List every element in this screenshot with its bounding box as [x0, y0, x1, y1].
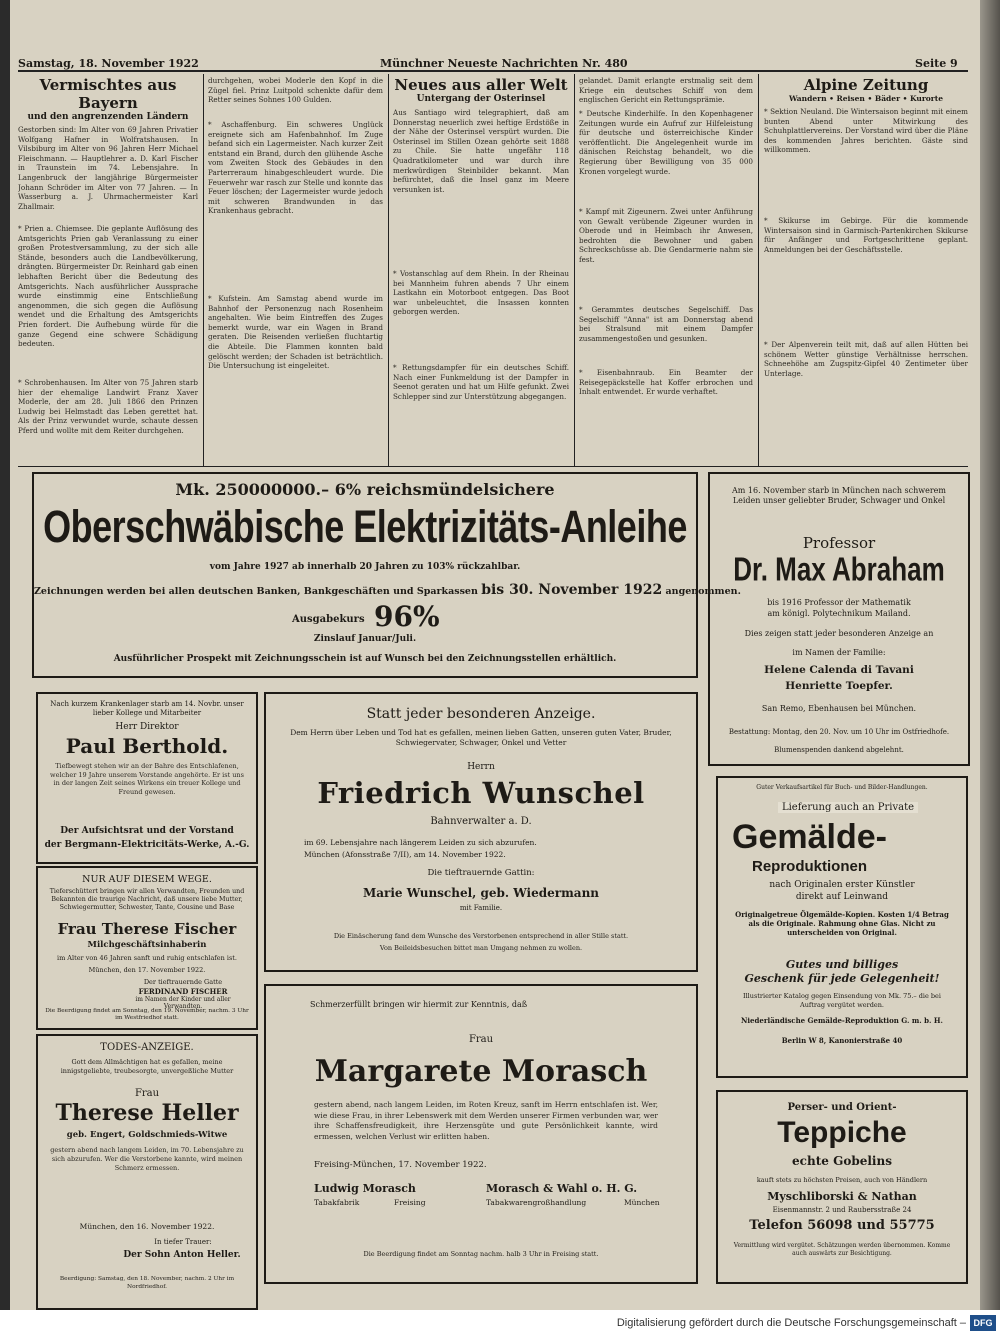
ad-teppiche — [716, 1090, 968, 1284]
ad-gemaelde-line: nach Originalen erster Künstler — [769, 880, 915, 890]
column-rule — [203, 74, 204, 466]
ad-gemaelde-company: Niederländische Gemälde-Reproduktion G. m. b. H. — [740, 1016, 943, 1025]
ad-berthold-sign: der Bergmann-Elektricitäts-Werke, A.-G. — [44, 840, 250, 850]
ad-heller-body: gestern abend nach langem Leiden, im 70. Lebensjahre zu sich abzurufen. Wer die Verstorbene kannte, wird meinen Schmerz ermessen. — [50, 1146, 244, 1172]
ad-morasch-signer-sub: Tabakfabrik — [314, 1198, 360, 1207]
ad-anleihe — [32, 472, 741, 678]
ad-berthold — [36, 692, 258, 864]
article-paragraph: Gestorben sind: Im Alter von 69 Jahren Privatier Wolfgang Hafner in Wolfratshausen. In Vilsbiburg im Alter von 96 Jahren Herr Michael Fleischmann. — Hauptlehrer a. D. Karl Fischer in Traunstein im 74. Lebensjahre. In Langenbruck der langjährige Bürgermeister Johann Schröder im Alter von 77 Jahren. — In Wasserburg a. J. Uhrmachermeister Karl Zhallmair. — [18, 125, 198, 211]
ad-gemaelde — [716, 776, 968, 1078]
ad-anleihe-kurs-label: Ausgabekurs — [292, 614, 365, 625]
ad-fischer-sign: Der tieftrauernde Gatte — [143, 978, 223, 986]
ad-fischer-date: München, den 17. November 1922. — [88, 966, 206, 974]
ad-anleihe-title: Oberschwäbische Elektrizitäts-Anleihe — [43, 500, 687, 552]
column-rule — [388, 74, 389, 466]
article-paragraph: * Rettungsdampfer für ein deutsches Schiff. Nach einer Funkmeldung ist der Dampfer in Seenot geraten und hat um Hilfe gefunkt. Zwei Schlepper sind zur Unterstützung abgegangen. — [393, 363, 569, 401]
article-column-2 — [208, 76, 383, 459]
ad-abraham-title: Professor — [802, 534, 876, 552]
article-paragraph: * Kampf mit Zigeunern. Zwei unter Anführung von Gewalt verübende Zigeuner wurden in Oberode und in Heimbach ihr Anwesen, bedrohten die Bewohner und gaben Schreckschüsse ab. Die Gendarmerie nahm sie fest. — [579, 207, 753, 264]
ad-wunschel — [264, 692, 698, 972]
ad-gemaelde-slogan: Geschenk für jede Gelegenheit! — [744, 972, 940, 985]
ad-teppiche-firm: Myschliborski & Nathan — [767, 1190, 917, 1203]
article-paragraph: gelandet. Damit erlangte erstmalig seit dem Kriege ein deutsches Schiff von dem englischen Gericht ein Rettungsprämie. — [579, 76, 753, 105]
ad-heller-name: Therese Heller — [55, 1100, 239, 1126]
ad-abraham-flowers: Blumenspenden dankend abgelehnt. — [774, 746, 904, 754]
section-title: Vermischtes aus Bayern — [39, 76, 177, 112]
article-alpine — [764, 76, 968, 475]
ad-fischer-signer: FERDINAND FISCHER — [138, 987, 228, 996]
ad-gemaelde-slogan: Gutes und billiges — [785, 958, 899, 971]
header-rule — [18, 70, 968, 72]
article-welt — [393, 76, 569, 468]
ad-berthold-name: Paul Berthold. — [65, 734, 229, 758]
article-paragraph: * Kufstein. Am Samstag abend wurde im Bahnhof der Personenzug nach Rosenheim angehalten. Wie beim Eintreffen des Zuges bemerkt wurde, war ein Wagen in Brand geraten. Die Reisenden verließen fluchtartig die Abteile. Die Flammen konnten bald gelöscht werden; der Schaden ist beträchtlich. Die Untersuchung ist eingeleitet. — [208, 294, 383, 371]
ad-wunschel-footnote: Von Beileidsbesuchen bittet man Umgang nehmen zu wollen. — [379, 944, 583, 952]
ad-anleihe-amount: Mk. 250000000.– 6% reichsmündelsichere — [175, 480, 555, 499]
column-rule — [574, 74, 575, 466]
ad-abraham-intro: Am 16. November starb in München nach schwerem Leiden unser geliebter Bruder, Schwager und Onkel — [731, 486, 946, 505]
section-title: Neues aus aller Welt — [394, 76, 568, 94]
article-paragraph: * Sektion Neuland. Die Wintersaison beginnt mit einem bunten Abend unter Mitwirkung des Schuhplattlervereins. Der Vorstand wird über die Pläne des kommenden Jahres berichten. Gäste sind willkommen. — [764, 107, 968, 155]
page-edge — [980, 0, 1000, 1310]
ad-teppiche-address: Eisenmannstr. 2 und Raubersstraße 24 — [772, 1206, 912, 1214]
ad-gemaelde-desc: Originalgetreue Ölgemälde-Kopien. Kosten 1/4 Betrag als die Originale. Rahmung ohne Glas. Nicht zu unterscheiden von Original. — [735, 910, 949, 937]
ad-abraham-name: Dr. Max Abraham — [733, 549, 945, 589]
ad-fischer-burial: Die Beerdigung findet am Sonntag, den 19. November, nachm. 3 Uhr im Westfriedhof statt. — [45, 1008, 249, 1021]
ad-abraham-burial: Bestattung: Montag, den 20. Nov. um 10 Uhr im Ostfriedhofe. — [728, 728, 950, 736]
ad-teppiche-top: Perser- und Orient- — [787, 1102, 897, 1113]
ad-heller-sub: geb. Engert, Goldschmieds-Witwe — [66, 1130, 228, 1140]
ad-wunschel-head: Statt jeder besonderen Anzeige. — [366, 706, 596, 722]
ad-berthold-title: Herr Direktor — [115, 722, 179, 732]
section-rule — [18, 466, 968, 467]
ad-anleihe-subscription-end: angenommen. — [665, 586, 741, 597]
section-subtitle: Untergang der Osterinsel — [416, 94, 546, 104]
ad-heller-head: TODES-ANZEIGE. — [100, 1042, 194, 1053]
ad-heller-intro: Gott dem Allmächtigen hat es gefallen, meine innigstgeliebte, treubesorgte, unvergeßliche Mutter — [60, 1058, 234, 1075]
ad-abraham-family: Helene Calenda di Tavani — [764, 664, 914, 676]
ad-fischer-intro: Tieferschüttert bringen wir allen Verwandten, Freunden und Bekannten die traurige Nachricht, daß unsere liebe Mutter, Schwiegermutter, Schwester, Tante, Cousine und Base — [49, 888, 245, 911]
ad-berthold-body: Tiefbewegt stehen wir an der Bahre des Entschlafenen, welcher 19 Jahre unserem Vorstande angehörte. Er ist uns in der langen Zeit seines Wirkens ein treuer Kollege und Freund gewesen. — [50, 762, 244, 796]
article-paragraph: * Vostanschlag auf dem Rhein. In der Rheinau bei Mannheim fuhren abends 7 Uhr einem Lastkahn ein Motorboot entgegen. Das Boot war unbeleuchtet, die Insassen konnten geborgen werden. — [393, 269, 569, 317]
ad-abraham-line: am königl. Polytechnikum Mailand. — [767, 609, 911, 618]
article-paragraph: * Schrobenhausen. Im Alter von 75 Jahren starb hier der ehemalige Landwirt Franz Xaver Moderle, der am 28. Juli 1866 den Prinzen Ludwig bei Helmstadt das Leben gerettet hat. Als der Prinz verwundet wurde, schaute dessen Pferd und wollte mit dem Reiter durchgehen. — [18, 378, 198, 435]
ad-fischer-sign2: im Namen der Kinder und aller Verwandten. — [135, 996, 231, 1010]
header-date: Samstag, 18. November 1922 — [18, 57, 199, 70]
ad-heller-sign: In tiefer Trauer: — [154, 1238, 212, 1246]
ad-morasch-body: gestern abend, nach langem Leiden, im Roten Kreuz, sanft im Herrn entschlafen ist. Wer, wie diese Frau, in ihrer Lebenswerk mit dem Werden unserer Firmen verbunden war, wer ihre Schaffensfreudigkeit, ihre Herzensgüte und gute Persönlichkeit kannte, wird ermessen, welchen Verlust wir erlitten haben. — [314, 1100, 658, 1141]
footer-text: Digitalisierung gefördert durch die Deutsche Forschungsgemeinschaft – — [616, 1317, 966, 1329]
ad-morasch-signer-place: Freising — [394, 1198, 426, 1207]
ad-fischer-name: Frau Therese Fischer — [57, 920, 237, 938]
article-paragraph: * Skikurse im Gebirge. Für die kommende Wintersaison sind in Garmisch-Partenkirchen Skikurse für Anfänger und Fortgeschrittene geplant. Anmeldungen bei der Geschäftsstelle. — [764, 216, 968, 254]
ad-wunschel-line: München (Afonsstraße 7/II), am 14. November 1922. — [304, 850, 506, 859]
article-paragraph: * Der Alpenverein teilt mit, daß auf allen Hütten bei schönem Wetter günstige Verhältnisse herrschen. Schneehöhe am Zugspitz-Gipfel 40 Zentimeter über Unterlage. — [764, 340, 968, 378]
ad-morasch-signer: Ludwig Morasch — [314, 1182, 416, 1195]
ad-morasch-intro: Schmerzerfüllt bringen wir hiermit zur Kenntnis, daß — [310, 1000, 528, 1009]
newspaper-page — [10, 0, 980, 1310]
ad-morasch-date: Freising-München, 17. November 1922. — [314, 1160, 487, 1170]
ad-berthold-sign: Der Aufsichtsrat und der Vorstand — [60, 826, 234, 836]
ad-gemaelde-banner: Lieferung auch an Private — [778, 802, 918, 813]
ad-heller-signer: Der Sohn Anton Heller. — [123, 1250, 241, 1260]
ad-fischer-sub: Milchgeschäftsinhaberin — [87, 940, 207, 950]
ad-morasch-burial: Die Beerdigung findet am Sonntag nachm. halb 3 Uhr in Freising statt. — [363, 1250, 599, 1258]
article-paragraph: * Prien a. Chiemsee. Die geplante Auflösung des Amtsgerichts Prien gab Veranlassung zu einer großen Protestversammlung, zu der sich alle Stände, besonders auch die Landbevölkerung, drängten. Bürgermeister Dr. Reinhard gab einen lebhaften Bericht über die Bedeutung des Amtsgerichts. Nach ausführlicher Aussprache wurde einstimmig eine Entschließung angenommen, die sich gegen die Auflösung wendet und die Erhaltung des Amtsgerichts Prien fordert. Die Aufhebung würde für die ganze Gegend eine schwere Schädigung bedeuten. — [18, 224, 198, 349]
ad-fischer-age: im Alter von 46 Jahren sanft und ruhig entschlafen ist. — [57, 954, 237, 962]
column-rule — [758, 74, 759, 466]
ad-anleihe-prospekt: Ausführlicher Prospekt mit Zeichnungsschein ist auf Wunsch bei den Zeichnungsstellen erhältlich. — [113, 654, 617, 664]
ad-gemaelde-catalog: Illustrierter Katalog gegen Einsendung von Mk. 75.– die bei Auftrag vergütet werden. — [743, 992, 941, 1009]
ad-wunschel-herrn: Herrn — [467, 762, 495, 772]
ad-morasch — [264, 984, 698, 1284]
ad-morasch-signer-sub: Tabakwarengroßhandlung — [486, 1198, 587, 1207]
ad-anleihe-zins: Zinslauf Januar/Juli. — [313, 634, 417, 644]
ad-fischer — [36, 866, 258, 1030]
ad-teppiche-note: Vermittlung wird vergütet. Schätzungen werden übernommen. Komme auch auswärts zur Besichtigung. — [733, 1242, 951, 1257]
article-paragraph: * Deutsche Kinderhilfe. In den Kopenhagener Zeitungen wurde ein Aufruf zur Hilfeleistung für deutsche und österreichische Kinder veröffentlicht. Die Angelegenheit wurde im dänischen Reichstag behandelt, wo die Regierung über Bewilligung von 35 000 Kronen vorgelegt wurde. — [579, 109, 753, 176]
article-paragraph: durchgehen, wobei Moderle den Kopf in die Zügel fiel. Prinz Luitpold schenkte dafür dem Retter seines Sohnes 100 Gulden. — [208, 76, 383, 105]
footer-bar — [0, 1310, 1000, 1338]
ad-berthold-intro: Nach kurzem Krankenlager starb am 14. Novbr. unser lieber Kollege und Mitarbeiter — [50, 700, 244, 717]
ad-fischer-head: NUR AUF DIESEM WEGE. — [82, 874, 212, 885]
ad-morasch-signer-place: München — [624, 1198, 660, 1207]
ad-morasch-signer: Morasch & Wahl o. H. G. — [486, 1182, 638, 1195]
ad-gemaelde-address: Berlin W 8, Kanonierstraße 40 — [781, 1036, 903, 1045]
ad-teppiche-line: kauft stets zu höchsten Preisen, auch von Händlern — [756, 1176, 928, 1184]
ad-gemaelde-title: Gemälde- — [732, 818, 887, 856]
ad-anleihe-subscription — [34, 582, 741, 598]
ad-anleihe-term: vom Jahre 1927 ab innerhalb 20 Jahren zu 103% rückzahlbar. — [209, 562, 521, 572]
ad-heller-date: München, den 16. November 1922. — [79, 1222, 215, 1231]
ad-gemaelde-title2: Reproduktionen — [752, 858, 867, 875]
section-subtitle: Wandern • Reisen • Bäder • Kurorte — [789, 94, 943, 103]
dfg-logo: DFG — [970, 1315, 996, 1331]
ad-wunschel-signer: Marie Wunschel, geb. Wiedermann — [362, 886, 600, 900]
header-masthead: Münchner Neueste Nachrichten Nr. 480 — [380, 57, 628, 70]
article-paragraph: * Gerammtes deutsches Segelschiff. Das Segelschiff "Anna" ist am Donnerstag abend bei Stralsund mit einem Dampfer zusammengestoßen und gesunken. — [579, 305, 753, 343]
section-subtitle: und den angrenzenden Ländern — [27, 112, 189, 122]
article-bayern — [18, 76, 198, 488]
ad-gemaelde-top: Guter Verkaufsartikel für Buch- und Bilder-Handlungen. — [756, 784, 928, 791]
ad-wunschel-name: Friedrich Wunschel — [317, 776, 645, 810]
ad-anleihe-subscription-text: Zeichnungen werden bei allen deutschen Banken, Bankgeschäften und Sparkassen — [34, 586, 478, 597]
ad-morasch-frau: Frau — [468, 1034, 494, 1045]
ad-wunschel-sign2: mit Familie. — [459, 904, 503, 912]
ad-gemaelde-line: direkt auf Leinwand — [795, 892, 889, 902]
ad-wunschel-sign: Die tieftrauernde Gattin: — [427, 868, 535, 878]
ad-abraham-line: Dies zeigen statt jeder besonderen Anzeige an — [744, 629, 934, 638]
ad-wunschel-footnote: Die Einäscherung fand dem Wunsche des Verstorbenen entsprechend in aller Stille statt. — [333, 932, 629, 940]
ad-morasch-name: Margarete Morasch — [314, 1054, 648, 1089]
ad-teppiche-phone: Telefon 56098 und 55775 — [749, 1218, 935, 1233]
ad-anleihe-kurs: 96% — [374, 600, 440, 633]
ad-teppiche-title: Teppiche — [777, 1116, 907, 1149]
ad-abraham — [708, 472, 970, 766]
article-paragraph: Aus Santiago wird telegraphiert, daß am Donnerstag neuerlich zwei heftige Erdstöße in der Nähe der Osterinsel verspürt wurden. Die Osterinsel im Stillen Ozean gehörte seit 1888 zu Chile. Sie hatte ungefähr 118 Quadratkilometer und war durch ihre merkwürdigen Steinbilder bekannt. Man befürchtet, daß die Insel ganz im Meere versunken ist. — [393, 108, 569, 194]
header-page-number: Seite 9 — [915, 57, 958, 70]
ad-wunschel-line: im 69. Lebensjahre nach längerem Leiden zu sich abzurufen. — [304, 838, 537, 847]
ad-heller-frau: Frau — [134, 1088, 160, 1099]
ad-wunschel-intro: Dem Herrn über Leben und Tod hat es gefallen, meinen lieben Gatten, unseren guten Vater, Bruder, Schwiegervater, Schwager, Onkel und Vetter — [290, 728, 672, 747]
ad-heller — [36, 1034, 258, 1310]
ad-abraham-family: Henriette Toepfer. — [785, 680, 893, 692]
ad-wunschel-sub: Bahnverwalter a. D. — [430, 816, 532, 827]
article-column-4 — [579, 76, 753, 458]
ad-abraham-line: bis 1916 Professor der Mathematik — [767, 598, 911, 607]
ad-teppiche-sub: echte Gobelins — [792, 1154, 892, 1168]
section-title: Alpine Zeitung — [803, 76, 929, 94]
ad-abraham-line: im Namen der Familie: — [792, 648, 886, 657]
ad-anleihe-deadline: bis 30. November 1922 — [481, 582, 663, 598]
article-paragraph: * Eisenbahnraub. Ein Beamter der Reisegepäckstelle hat Koffer erbrochen und Inhalt entwendet. Er wurde verhaftet. — [579, 368, 753, 397]
ad-abraham-place: San Remo, Ebenhausen bei München. — [761, 704, 917, 713]
ad-heller-burial: Beerdigung: Samstag, den 18. November, nachm. 2 Uhr im Nordfriedhof. — [59, 1276, 235, 1290]
article-paragraph: * Aschaffenburg. Ein schweres Unglück ereignete sich am Hafenbahnhof. Im Zuge befand sich ein Lagermeister. Nach kurzer Zeit entstand ein Brand, durch den glühende Asche vom Zweiten Stock des Gebäudes in den Parterreraum hinabgeschleudert wurde. Die Feuerwehr war rasch zur Stelle und konnte das Feuer löschen; der Lagermeister wurde jedoch mit schweren Brandwunden in das Krankenhaus gebracht. — [208, 120, 383, 216]
